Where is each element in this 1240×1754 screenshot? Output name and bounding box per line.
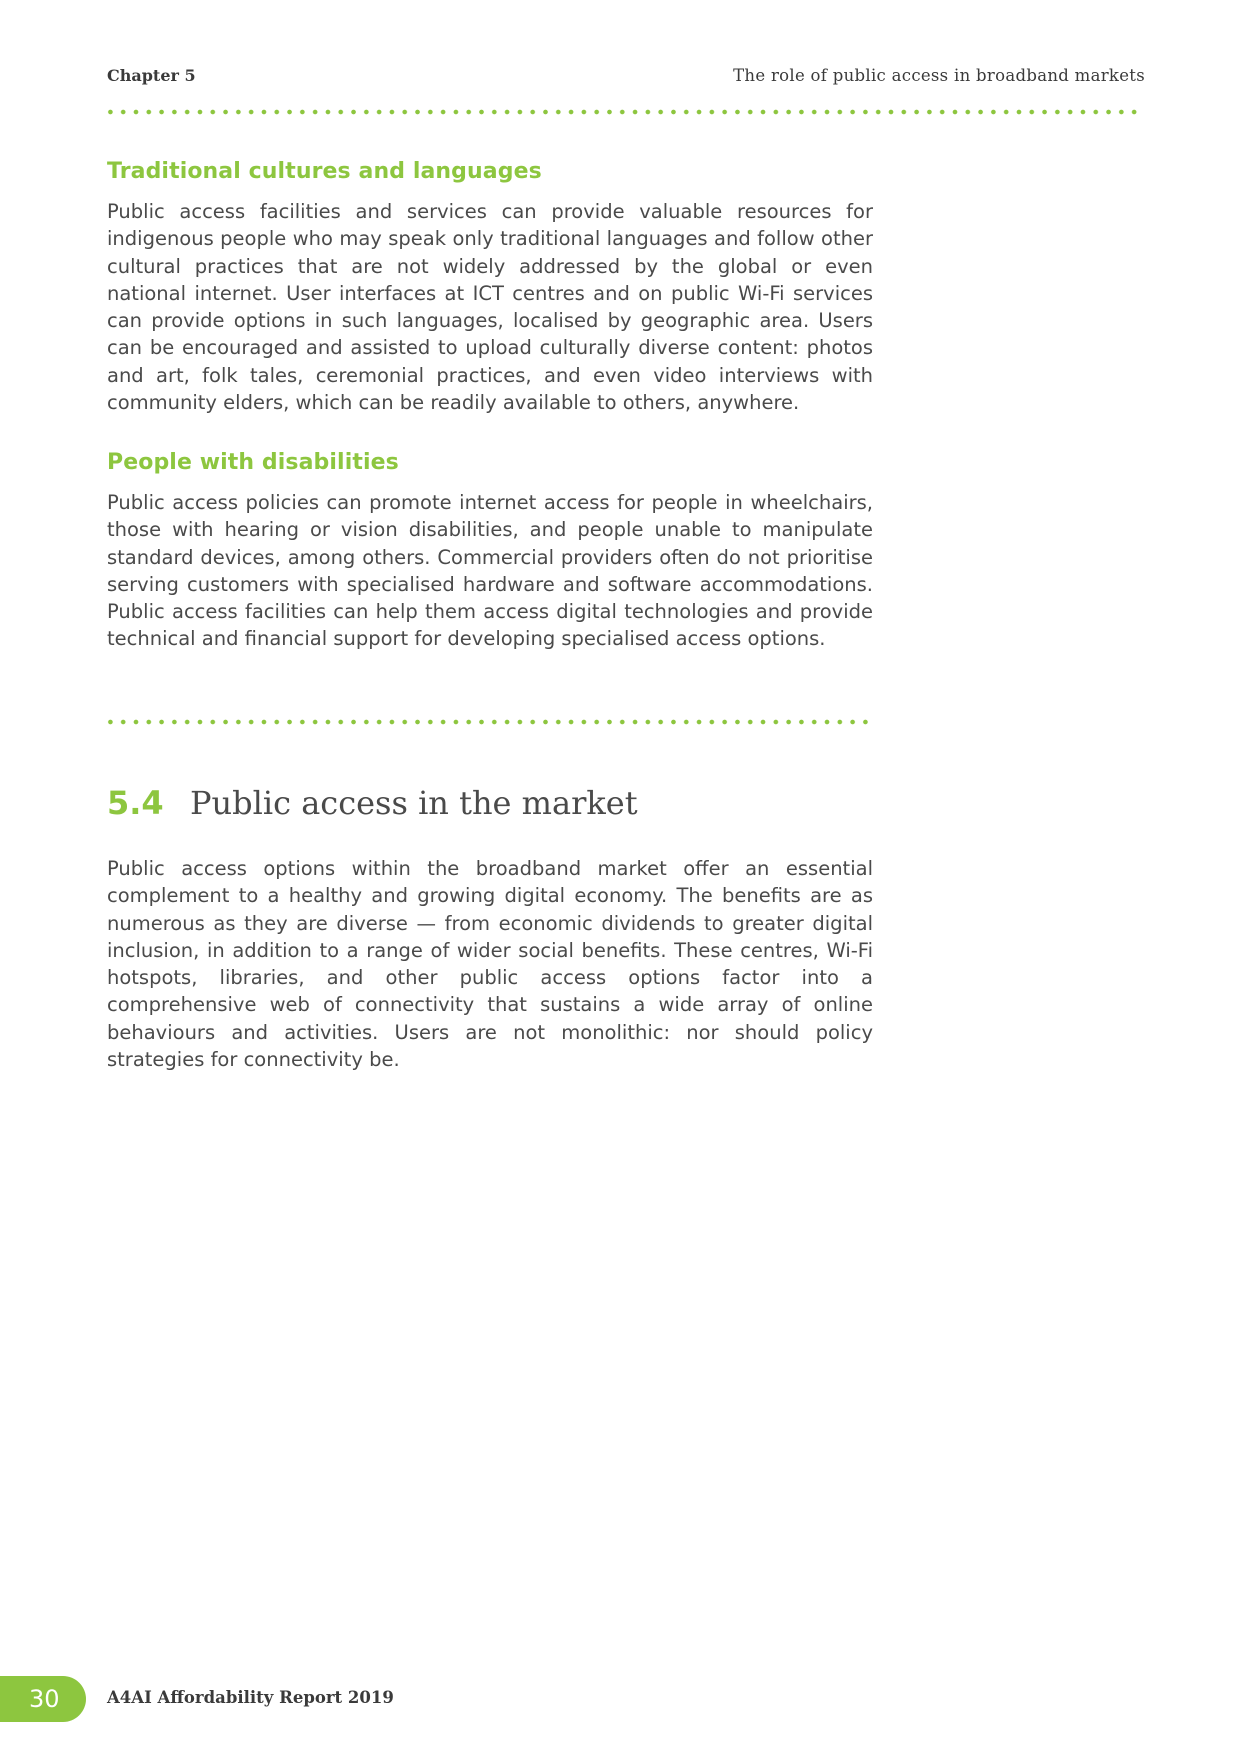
page-number-tab: [0, 1676, 86, 1722]
footer-report-title: A4AI Affordability Report 2019: [107, 1688, 394, 1707]
chapter-label: Chapter 5: [107, 66, 196, 85]
section-public-access-market: [107, 855, 873, 1073]
subheading-people-with-disabilities: People with disabilities: [107, 450, 399, 475]
page-number: 30: [29, 1685, 60, 1713]
paragraph-traditional-cultures: Public access facilities and services can provide valuable resources for indigenous people who may speak only traditional languages and follow other cultural practices that are not widely addressed by the global or even national internet. User interfaces at ICT centres and on public Wi-Fi services can provide options in such languages, localised by geographic area. Users can be encouraged and assisted to upload culturally diverse content: photos and art, folk tales, ceremonial practices, and even video interviews with community elders, which can be readily available to others, anywhere.: [107, 200, 873, 415]
paragraph-public-access-market: Public access options within the broadband market offer an essential complement to a healthy and growing digital economy. The benefits are as numerous as they are diverse — from economic dividends to greater digital inclusion, in addition to a range of wider social benefits. These centres, Wi-Fi hotspots, libraries, and other public access options factor into a comprehensive web of connectivity that sustains a wide array of online behaviours and activities. Users are not monolithic: nor should policy strategies for connectivity be.: [107, 857, 873, 1072]
section-dotted-divider: [104, 719, 874, 725]
section-heading: Public access in the market: [190, 784, 638, 822]
header-dotted-divider: [104, 109, 1140, 115]
subheading-traditional-cultures: Traditional cultures and languages: [107, 159, 542, 184]
section-title: [107, 784, 638, 822]
section-people-with-disabilities: [107, 449, 873, 653]
section-traditional-cultures: [107, 158, 873, 416]
running-header-title: The role of public access in broadband markets: [733, 66, 1145, 85]
paragraph-people-with-disabilities: Public access policies can promote internet access for people in wheelchairs, those with hearing or vision disabilities, and people unable to manipulate standard devices, among others. Commercial providers often do not prioritise serving customers with specialised hardware and software accommodations. Public access facilities can help them access digital technologies and provide technical and financial support for developing specialised access options.: [107, 491, 873, 651]
section-number: 5.4: [107, 784, 164, 822]
running-header: [107, 66, 1145, 90]
